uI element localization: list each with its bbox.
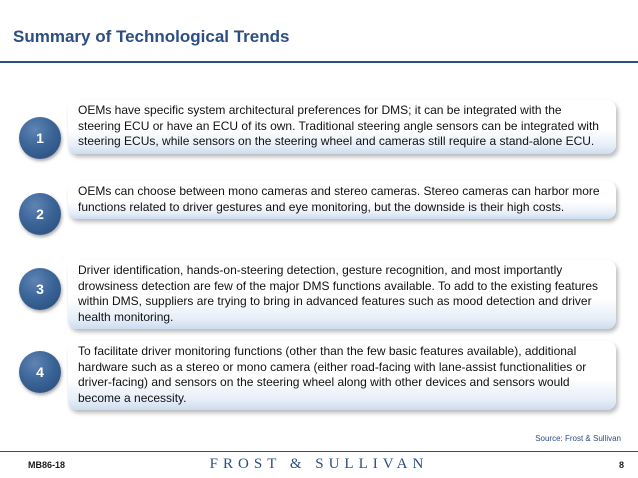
- trend-number-badge: 1: [19, 117, 61, 159]
- document-code: MB86-18: [28, 460, 66, 470]
- footer-divider: [0, 451, 638, 452]
- trend-text-box: OEMs have specific system architectural preferences for DMS; it can be integrated with the steering ECU or have an ECU of its own. Traditional steering angle sensors can be integrated with steering ECUs, while sensors on the steering wheel and cameras still require a stand-alone ECU.: [68, 100, 616, 154]
- trend-number-badge: 4: [19, 351, 61, 393]
- title-divider: [0, 61, 638, 63]
- trend-number-badge: 3: [19, 268, 61, 310]
- trend-text-box: Driver identification, hands-on-steering detection, gesture recognition, and most importantly drowsiness detection are few of the major DMS functions available. To add to the existing features within DMS, suppliers are trying to bring in advanced features such as mood detection and driver health monitoring.: [68, 260, 616, 329]
- trend-text-box: OEMs can choose between mono cameras and stereo cameras. Stereo cameras can harbor more functions related to driver gestures and eye monitoring, but the downside is their high costs.: [68, 181, 616, 219]
- source-note: Source: Frost & Sullivan: [535, 434, 621, 443]
- trend-text-box: To facilitate driver monitoring functions (other than the few basic features available), additional hardware such as a stereo or mono camera (either road-facing with lane-assist functionalities or driver-facing) and sensors on the steering wheel along with other devices and sensors would become a necessity.: [68, 341, 616, 410]
- trend-number-badge: 2: [19, 193, 61, 235]
- brand-logo: FROST & SULLIVAN: [209, 456, 429, 472]
- page-title: Summary of Technological Trends: [13, 27, 290, 46]
- page-number: 8: [618, 460, 624, 470]
